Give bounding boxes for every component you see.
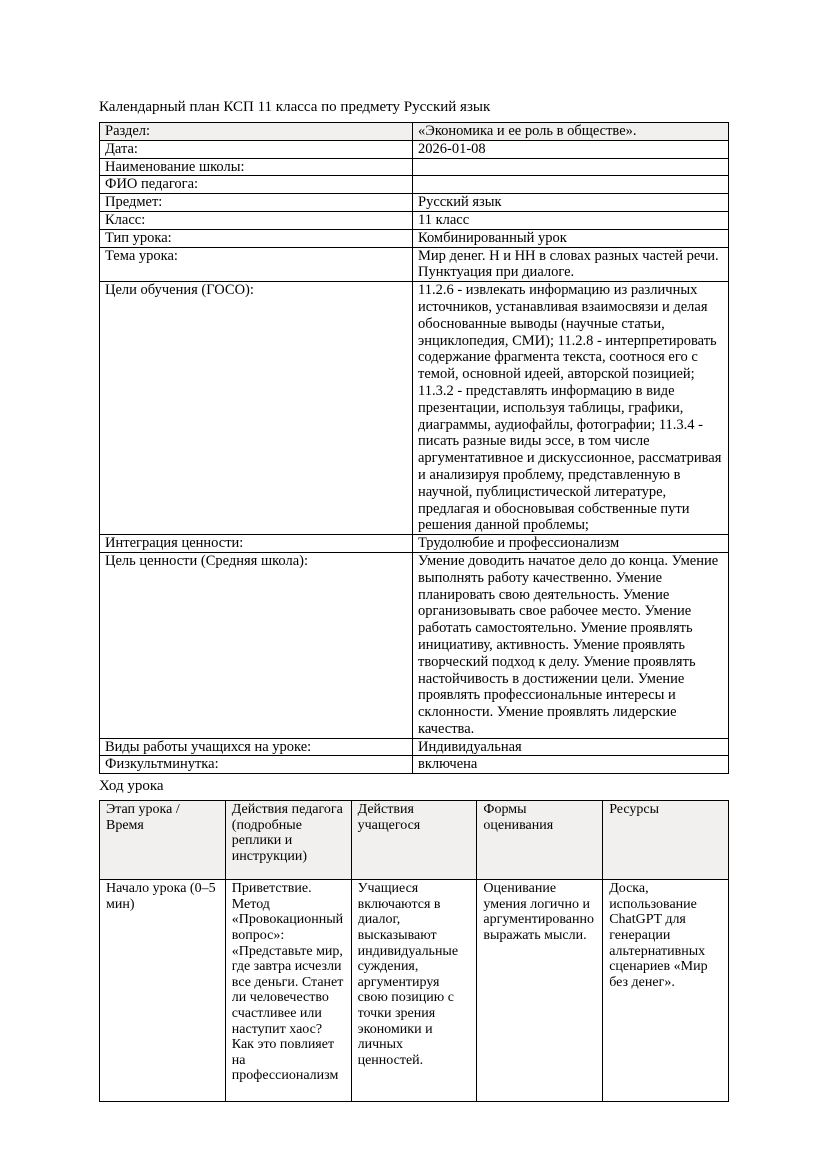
field-value	[413, 158, 729, 176]
field-label: Наименование школы:	[100, 158, 413, 176]
cell-assessment	[477, 880, 603, 1102]
cell-text: Приветствие. Метод «Провокационный вопрос»: «Представьте мир, где завтра исчезли все деньги. Станет ли человечество счастливее или наступит хаос? Как это повлияет на профессионализм	[231, 881, 344, 1084]
table-row	[100, 535, 729, 553]
lesson-info-table	[99, 122, 729, 774]
table-row	[100, 140, 729, 158]
table-row	[100, 211, 729, 229]
field-label: Цель ценности (Средняя школа):	[100, 552, 413, 738]
page-title: Календарный план КСП 11 класса по предмету Русский язык	[99, 99, 491, 115]
table-row	[100, 176, 729, 194]
column-header-assessment: Формы оценивания	[477, 801, 603, 880]
table-row	[100, 247, 729, 282]
column-header-stage: Этап урока / Время	[100, 801, 226, 880]
header-row	[100, 801, 729, 880]
field-value: 11.2.6 - извлекать информацию из различных источников, устанавливая взаимосвязи и делая обоснованные выводы (научные статьи, энциклопедия, СМИ); 11.2.8 - интерпретировать содержание фрагмента текста, соотнося его с темой, основной идеей, авторской позицией; 11.3.2 - представлять информацию в виде презентации, используя таблицы, графики, диаграммы, аудиофайлы, фотографии; 11.3.4 - писать разные виды эссе, в том числе аргументативное и дискуссионное, рассматривая и анализируя проблему, представленную в научной, публицистической литературе, предлагая и обосновывая собственные пути решения данной проблемы;	[413, 282, 729, 535]
table-row	[100, 229, 729, 247]
field-value: Русский язык	[413, 194, 729, 212]
table-row	[100, 282, 729, 535]
field-label: Предмет:	[100, 194, 413, 212]
field-label: Цели обучения (ГОСО):	[100, 282, 413, 535]
table-row	[100, 158, 729, 176]
field-label: Класс:	[100, 211, 413, 229]
column-header-resources: Ресурсы	[603, 801, 729, 880]
field-label: Виды работы учащихся на уроке:	[100, 738, 413, 756]
column-header-teacher-actions: Действия педагога (подробные реплики и инструкции)	[225, 801, 351, 880]
cell-text: Учащиеся включаются в диалог, высказывают индивидуальные суждения, аргументируя свою позицию с точки зрения экономики и личных ценностей.	[357, 881, 459, 1068]
field-value: Мир денег. Н и НН в словах разных частей речи. Пунктуация при диалоге.	[413, 247, 729, 282]
table-row	[100, 123, 729, 141]
table-row	[100, 552, 729, 738]
field-value: «Экономика и ее роль в обществе».	[413, 123, 729, 141]
field-label: Раздел:	[100, 123, 413, 141]
table-row	[100, 880, 729, 1102]
table-row	[100, 194, 729, 212]
cell-teacher-actions	[225, 880, 351, 1102]
field-value: 11 класс	[413, 211, 729, 229]
cell-resources	[603, 880, 729, 1102]
field-label: ФИО педагога:	[100, 176, 413, 194]
column-header-student-actions: Действия учащегося	[351, 801, 477, 880]
document-page	[99, 99, 729, 1102]
field-label: Дата:	[100, 140, 413, 158]
lesson-flow-table	[99, 800, 729, 1102]
section-heading: Ход урока	[99, 778, 164, 795]
field-value: Трудолюбие и профессионализм	[413, 535, 729, 553]
cell-text: Доска, использование ChatGPT для генерации альтернативных сценариев «Мир без денег».	[609, 881, 708, 990]
field-label: Интеграция ценности:	[100, 535, 413, 553]
field-label: Тип урока:	[100, 229, 413, 247]
field-value: Индивидуальная	[413, 738, 729, 756]
cell-text: Начало урока (0–5 мин)	[106, 881, 216, 912]
field-value	[413, 176, 729, 194]
field-value: включена	[413, 756, 729, 774]
field-value: Комбинированный урок	[413, 229, 729, 247]
field-value: Умение доводить начатое дело до конца. Умение выполнять работу качественно. Умение планировать свою деятельность. Умение организовывать свое рабочее место. Умение работать самостоятельно. Умение проявлять инициативу, активность. Умение проявлять творческий подход к делу. Умение проявлять настойчивость в достижении цели. Умение проявлять профессиональные интересы и склонности. Умение проявлять лидерские качества.	[413, 552, 729, 738]
field-label: Тема урока:	[100, 247, 413, 282]
table-row	[100, 738, 729, 756]
cell-stage	[100, 880, 226, 1102]
table-row	[100, 756, 729, 774]
cell-student-actions	[351, 880, 477, 1102]
cell-text: Оценивание умения логично и аргументированно выражать мысли.	[483, 881, 594, 944]
field-value: 2026-01-08	[413, 140, 729, 158]
field-label: Физкультминутка:	[100, 756, 413, 774]
